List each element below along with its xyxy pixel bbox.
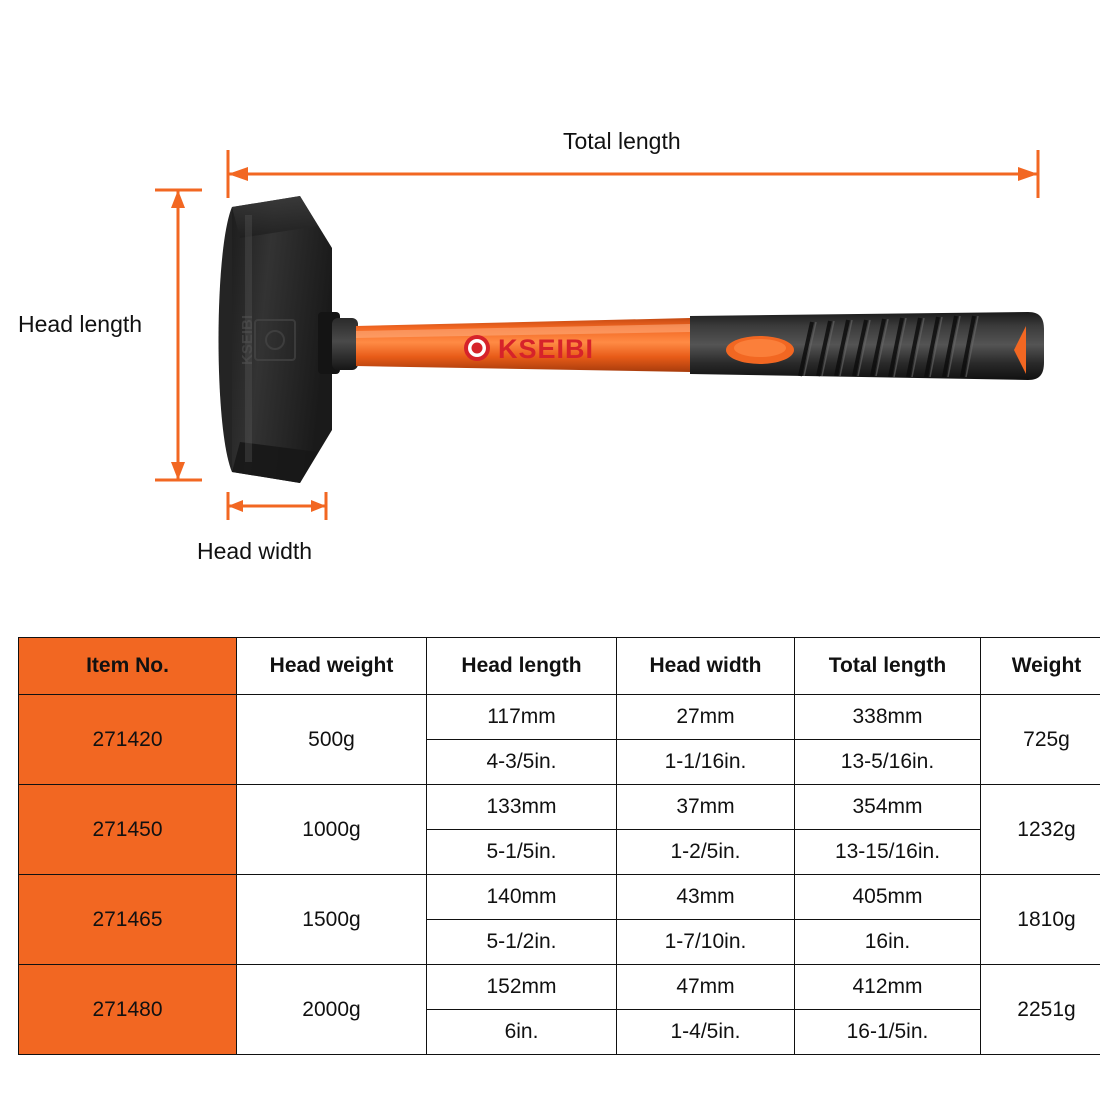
cell-head-width-mm: 43mm [617,875,795,920]
cell-total-length-in: 13-5/16in. [795,740,981,785]
cell-weight: 725g [981,695,1100,785]
table-row [19,875,1100,920]
column-header-head-length: Head length [427,638,617,695]
table-header-row [19,638,1100,695]
cell-head-width-mm: 37mm [617,785,795,830]
cell-total-length-in: 13-15/16in. [795,830,981,875]
cell-weight: 2251g [981,965,1100,1055]
cell-total-length-mm: 405mm [795,875,981,920]
table-row [19,695,1100,740]
cell-item-no: 271420 [19,695,237,785]
cell-head-weight: 1500g [237,875,427,965]
cell-weight: 1232g [981,785,1100,875]
column-header-total-length: Total length [795,638,981,695]
cell-total-length-mm: 354mm [795,785,981,830]
cell-head-width-in: 1-1/16in. [617,740,795,785]
table-row [19,965,1100,1010]
cell-total-length-mm: 338mm [795,695,981,740]
cell-head-length-mm: 152mm [427,965,617,1010]
hammer-head [219,196,341,483]
svg-text:KSEIBI: KSEIBI [239,314,256,365]
cell-weight: 1810g [981,875,1100,965]
column-header-head-weight: Head weight [237,638,427,695]
cell-item-no: 271450 [19,785,237,875]
total-length-label: Total length [563,128,681,154]
cell-total-length-in: 16-1/5in. [795,1010,981,1055]
handle-ferrule [332,318,358,370]
cell-head-weight: 1000g [237,785,427,875]
cell-head-width-in: 1-4/5in. [617,1010,795,1055]
cell-item-no: 271480 [19,965,237,1055]
cell-head-length-mm: 140mm [427,875,617,920]
table-row [19,785,1100,830]
cell-head-width-mm: 27mm [617,695,795,740]
grip-oval-highlight [734,339,786,357]
cell-head-length-mm: 117mm [427,695,617,740]
cell-total-length-mm: 412mm [795,965,981,1010]
column-header-weight: Weight [981,638,1100,695]
specification-table [18,637,1100,1055]
cell-head-length-in: 6in. [427,1010,617,1055]
cell-total-length-in: 16in. [795,920,981,965]
head-width-label: Head width [197,538,313,564]
cell-head-weight: 2000g [237,965,427,1055]
cell-head-length-in: 5-1/2in. [427,920,617,965]
cell-head-width-mm: 47mm [617,965,795,1010]
cell-head-length-mm: 133mm [427,785,617,830]
cell-head-width-in: 1-7/10in. [617,920,795,965]
cell-head-width-in: 1-2/5in. [617,830,795,875]
column-header-head-width: Head width [617,638,795,695]
svg-text:KSEIBI: KSEIBI [498,334,595,364]
column-header-item-no: Item No. [19,638,237,695]
cell-head-weight: 500g [237,695,427,785]
head-length-label: Head length [18,311,143,337]
cell-head-length-in: 5-1/5in. [427,830,617,875]
cell-head-length-in: 4-3/5in. [427,740,617,785]
cell-item-no: 271465 [19,875,237,965]
